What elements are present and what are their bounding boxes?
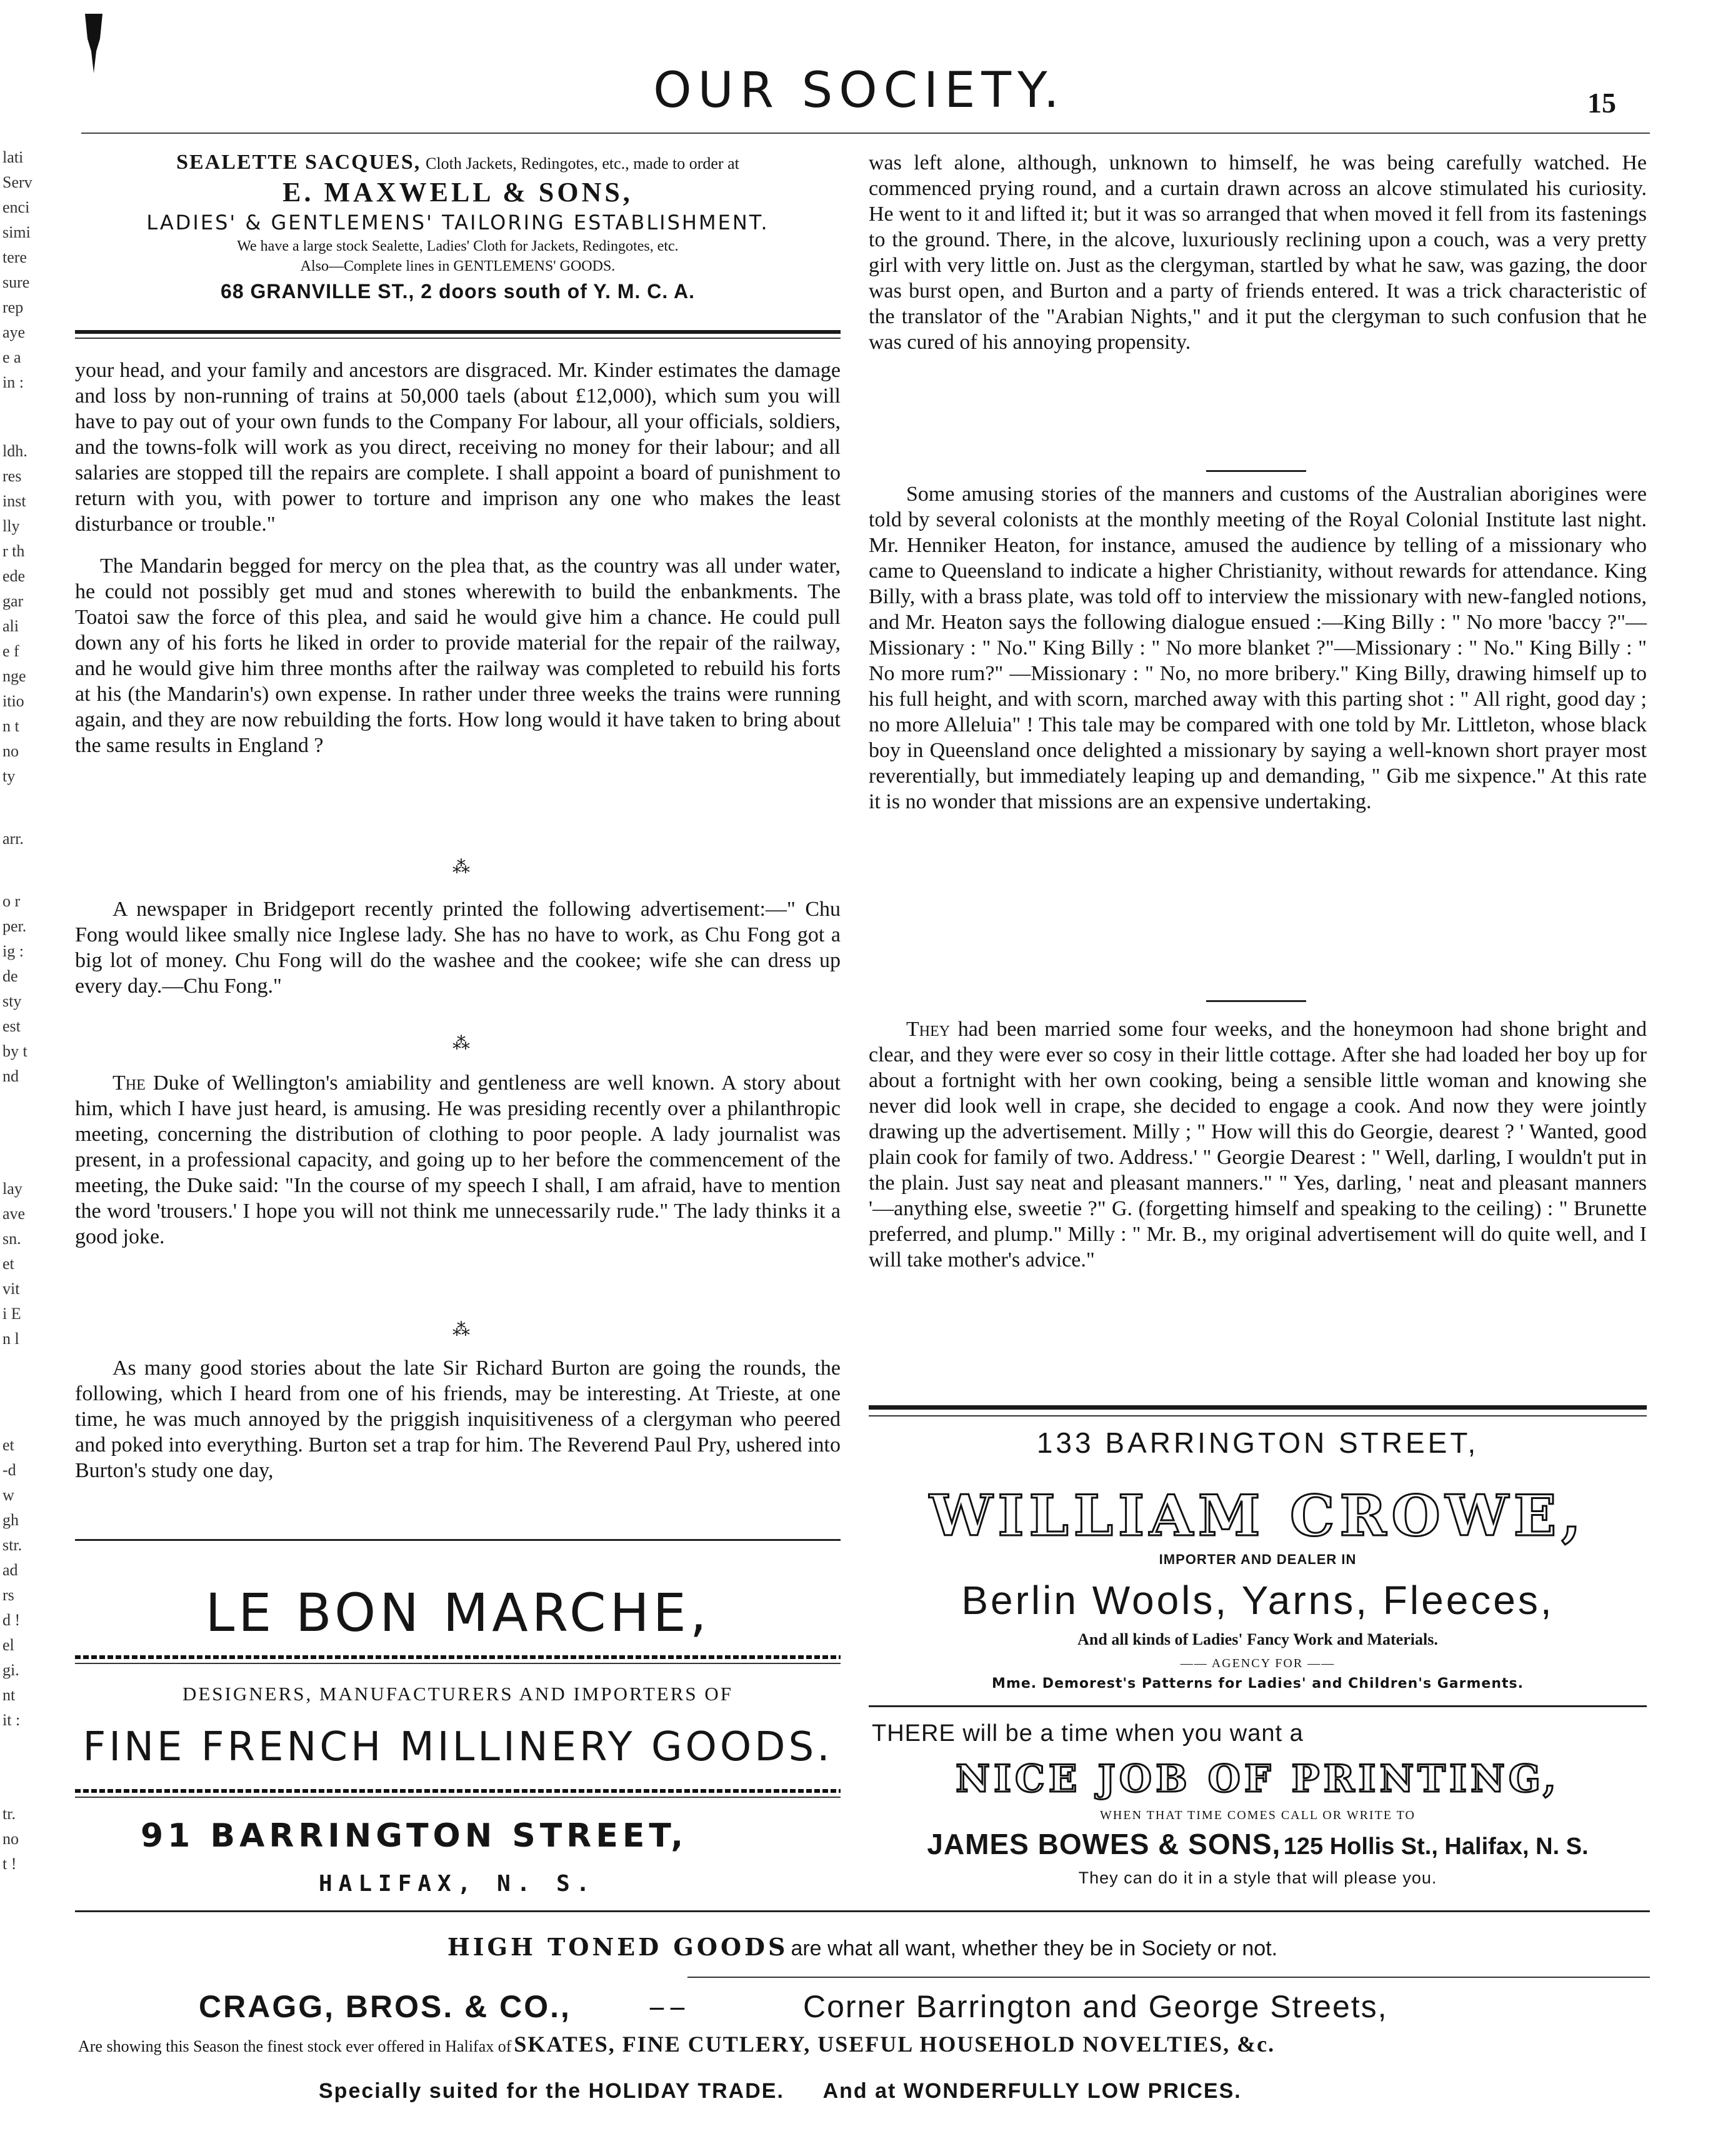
margin-fragment: in :	[2, 373, 24, 391]
crowe-fancy: And all kinds of Ladies' Fancy Work and Materials.	[1077, 1630, 1438, 1648]
margin-fragment: tere	[2, 248, 27, 266]
margin-fragment: de	[2, 967, 18, 985]
margin-fragment: lly	[2, 517, 20, 535]
cragg-corner: Corner Barrington and George Streets,	[803, 1989, 1388, 2024]
bon-marche-name: LE BON MARCHE,	[205, 1582, 711, 1643]
margin-fragment: gi.	[2, 1661, 19, 1679]
left-paragraph-4-lead: The	[112, 1071, 146, 1095]
crowe-address: 133 BARRINGTON STREET,	[1036, 1426, 1479, 1459]
masthead-ornament	[81, 14, 106, 73]
cragg-headline-rest: are what all want, whether they be in Society or not.	[791, 1937, 1278, 1960]
right-separator-2	[1206, 1000, 1306, 1002]
cragg-line4-a: Specially suited for the HOLIDAY TRADE.	[319, 2079, 784, 2103]
right-paragraph-2: Some amusing stories of the manners and customs of the Australian aborigines were told by several colonists at the monthly meeting of the Royal Colonial Institute last night. Mr. Henniker Heaton, for instance, amused the audience by telling of a missionary who came to Queensland to indicate a higher Christianity, without rewards for attendance. King Billy, with a brass plate, was told off to interview the missionary with new-fangled notions, and Mr. Heaton says the following dialogue ensued :—King Billy : " No more 'baccy ?"—Missionary : " No." King Billy : " No more blanket ?"—Missionary : " No." King Billy : " No more rum?" —Missionary : " No, no more bribery." King Billy, drawing himself up to his full height, and with scorn, marched away with this parting shot : " All right, good day ; no more Alleluia" ! This tale may be compared with one told by Mr. Littleton, whose black boy in Queensland once delighted a missionary by saying a well-known short prayer most reverentially, but immediately leaping up and demanding, " Gib me sixpence." At this rate it is no wonder that missions are an expensive undertaking.	[869, 483, 1647, 813]
cragg-line4	[319, 2075, 1569, 2107]
cragg-dashes: – –	[650, 1991, 684, 2022]
right-column-b	[869, 481, 1647, 815]
right-paragraph-3	[869, 1016, 1647, 1273]
margin-fragment: it :	[2, 1711, 21, 1729]
crowe-goods: Berlin Wools, Yarns, Fleeces,	[961, 1578, 1554, 1623]
cragg-line3-prefix: Are showing this Season the finest stock ever offered in Halifax of	[78, 2037, 512, 2055]
cragg-headline	[75, 1932, 1650, 1968]
bon-marche-city: HALIFAX, N. S.	[319, 1871, 596, 1897]
bowes-headline: NICE JOB OF PRINTING,	[956, 1757, 1560, 1801]
margin-fragment: arr.	[2, 830, 24, 848]
margin-fragment: by t	[2, 1042, 27, 1060]
maxwell-tagline: LADIES' & GENTLEMENS' TAILORING ESTABLISHMENT.	[146, 211, 769, 234]
bowes-address: 125 Hollis St., Halifax, N. S.	[1283, 1833, 1589, 1860]
maxwell-line1-bold: SEALETTE SACQUES,	[176, 151, 421, 174]
margin-fragment: n l	[2, 1330, 19, 1348]
margin-fragment: sure	[2, 273, 30, 291]
cragg-top-rule	[75, 1910, 1650, 1912]
maxwell-firm: E. MAXWELL & SONS,	[282, 177, 633, 208]
margin-fragment: el	[2, 1636, 14, 1654]
left-paragraph-3: A newspaper in Bridgeport recently printed the following advertisement:—" Chu Fong would likee smally nice Inglese lady. She has no have to work, as Chu Fong got a big lot of money. Chu Fong will do the washee and the cookee; wife she can dress up every day.—Chu Fong."	[75, 898, 841, 998]
asterism-3: ⁂	[452, 1320, 470, 1340]
maxwell-also: Also—Complete lines in GENTLEMENS' GOODS.	[300, 258, 616, 274]
margin-fragment: tr.	[2, 1805, 16, 1823]
bowes-slogan: They can do it in a style that will please you.	[1078, 1868, 1437, 1887]
cragg-headline-bold: HIGH TONED GOODS	[447, 1933, 789, 1961]
page-number: 15	[1587, 87, 1616, 119]
margin-fragment: o r	[2, 892, 21, 910]
bowes-line2: WHEN THAT TIME COMES CALL OR WRITE TO	[1100, 1808, 1416, 1822]
bon-marche-rule-2b	[75, 1797, 841, 1798]
maxwell-line1-rest: Cloth Jackets, Redingotes, etc., made to order at	[426, 154, 739, 173]
margin-fragment: ali	[2, 617, 19, 635]
crowe-bottom-rule	[869, 1705, 1647, 1707]
crowe-top-rule-thin	[869, 1415, 1647, 1416]
margin-fragment: sn.	[2, 1230, 21, 1248]
margin-fragment: w	[2, 1486, 14, 1504]
margin-fragment: lati	[2, 148, 24, 166]
margin-fragment: t !	[2, 1855, 17, 1873]
margin-fragment: rs	[2, 1586, 14, 1604]
left-column-c	[75, 1070, 841, 1250]
margin-fragment: et	[2, 1255, 14, 1273]
margin-fragment: i E	[2, 1305, 21, 1323]
margin-fragment: Serv	[2, 173, 32, 191]
bowes-firm-line	[869, 1827, 1647, 1869]
cragg-mid-rule	[687, 1977, 1650, 1978]
maxwell-address: 68 GRANVILLE ST., 2 doors south of Y. M. C. A.	[221, 280, 695, 303]
margin-fragment: gh	[2, 1511, 19, 1529]
margin-fragment: no	[2, 742, 19, 760]
margin-fragment: e f	[2, 642, 19, 660]
right-paragraph-3-lead: They	[906, 1018, 951, 1041]
margin-fragment: per.	[2, 917, 27, 935]
margin-fragment: ede	[2, 567, 26, 585]
margin-fragment: aye	[2, 323, 26, 341]
margin-fragment: e a	[2, 348, 21, 366]
margin-fragment: sty	[2, 992, 22, 1010]
margin-fragment: res	[2, 467, 22, 485]
left-paragraph-4-body: Duke of Wellington's amiability and gentleness are well known. A story about him, which I have just heard, is amusing. He was presiding recently over a philanthropic meeting, concerning the distribution of clothing to poor people. A lady journalist was present, in a professional capacity, and going up to her before the commencement of the meeting, the Duke said: "In the course of my speech I shall, I am afraid, have to mention the word 'trousers.' I hope you will not think me unnecessarily rude." The lady thinks it a good joke.	[75, 1071, 841, 1248]
margin-fragment: ave	[2, 1205, 26, 1223]
left-paragraph-2: The Mandarin begged for mercy on the plea that, as the country was all under water, he could not possibly get mud and stones wherewith to build the enbankments. The Toatoi saw the force of this plea, and said he would give him a chance. He could pull down any of his forts he liked in order to provide material for the repair of the railway, and he would give him three months after the railway was completed to rebuild his forts at his (the Mandarin's) own expense. In rather under three weeks the trains were running again, and they are now rebuilding the forts. How long would it have taken to bring about the same results in England ?	[75, 554, 841, 757]
masthead-title: OUR SOCIETY.	[653, 63, 1066, 119]
cragg-line4-b: And at WONDERFULLY LOW PRICES.	[822, 2079, 1242, 2103]
margin-fragment: itio	[2, 692, 24, 710]
maxwell-bottom-rule-thin	[75, 338, 841, 339]
ad-maxwell	[75, 150, 841, 306]
maxwell-stock: We have a large stock Sealette, Ladies' Cloth for Jackets, Redingotes, etc.	[237, 238, 679, 254]
margin-fragment: nt	[2, 1686, 16, 1704]
margin-fragment: inst	[2, 492, 26, 510]
crowe-name: WILLIAM CROWE,	[929, 1483, 1586, 1549]
bowes-line1: THERE will be a time when you want a	[872, 1720, 1304, 1747]
crowe-agency: —— AGENCY FOR ——	[1180, 1657, 1336, 1670]
margin-fragment: str.	[2, 1536, 22, 1554]
crowe-sub: IMPORTER AND DEALER IN	[1159, 1552, 1357, 1567]
margin-fragment: lay	[2, 1180, 22, 1198]
left-column	[75, 358, 841, 758]
right-column	[869, 150, 1647, 355]
margin-fragment: -d	[2, 1461, 16, 1479]
maxwell-bottom-rule	[75, 330, 841, 334]
asterism-2: ⁂	[452, 1034, 470, 1053]
margin-fragment: rep	[2, 298, 24, 316]
margin-fragment: enci	[2, 198, 30, 216]
left-margin-fragments	[2, 145, 52, 1877]
right-column-c	[869, 1016, 1647, 1273]
margin-fragment: n t	[2, 717, 19, 735]
margin-fragment: nd	[2, 1067, 19, 1085]
cragg-line3	[78, 2029, 1647, 2064]
left-column-d	[75, 1355, 841, 1483]
bon-marche-rule-1b	[75, 1663, 841, 1664]
left-paragraph-5: As many good stories about the late Sir Richard Burton are going the rounds, the following, which I heard from one of his friends, may be interesting. At Trieste, at one time, he was much annoyed by the priggish inquisitiveness of a clergyman who peered and poked into everything. Burton set a trap for him. The Reverend Paul Pry, ushered into Burton's study one day,	[75, 1356, 841, 1482]
margin-fragment: gar	[2, 592, 24, 610]
margin-fragment: simi	[2, 223, 31, 241]
bon-marche-rule-1	[75, 1655, 841, 1659]
bon-marche-address: 91 BARRINGTON STREET,	[141, 1817, 688, 1855]
right-separator-1	[1206, 470, 1306, 472]
crowe-patterns: Mme. Demorest's Patterns for Ladies' and Children's Garments.	[992, 1676, 1524, 1692]
margin-fragment: ad	[2, 1561, 18, 1579]
bon-marche-line1: DESIGNERS, MANUFACTURERS AND IMPORTERS OF	[182, 1683, 734, 1705]
cragg-firm: CRAGG, BROS. & CO.,	[199, 1989, 571, 2024]
crowe-agency-label: AGENCY FOR	[1211, 1657, 1304, 1670]
right-paragraph-3-body: had been married some four weeks, and the honeymoon had shone bright and clear, and they were ever so cosy in their little cottage. After she had loaded her boy up for about a fortnight with her own cooking, being a sensible little woman and knowing she never did look well in crape, she decided to engage a cook. And now they were jointly drawing up the advertisement. Milly ; " How will this do Georgie, dearest ? ' Wanted, good plain cook for family of two. Address.' " Georgie Dearest : " Well, darling, I wouldn't put in the plain. Just say neat and pleasant manners." " Yes, darling, ' neat and pleasant manners '—anything else, sweetie ?" G. (forgetting himself and speaking to the ceiling) : " Brunette preferred, and plump." Milly : " Mr. B., my original advertisement will do quite well, and I will take mother's advice."	[869, 1018, 1647, 1271]
margin-fragment: ldh.	[2, 442, 27, 460]
margin-fragment: ty	[2, 767, 16, 785]
cragg-line3-bold: SKATES, FINE CUTLERY, USEFUL HOUSEHOLD NOVELTIES, &c.	[514, 2032, 1276, 2057]
masthead-rule	[81, 133, 1650, 134]
asterism-1: ⁂	[452, 858, 470, 877]
bon-marche-rule-2	[75, 1789, 841, 1793]
margin-fragment: nge	[2, 667, 26, 685]
margin-fragment: r th	[2, 542, 25, 560]
left-paragraph-4	[75, 1070, 841, 1250]
margin-fragment: est	[2, 1017, 21, 1035]
crowe-top-rule	[869, 1405, 1647, 1410]
bon-marche-line2: FINE FRENCH MILLINERY GOODS.	[82, 1724, 833, 1770]
margin-fragment: ig :	[2, 942, 24, 960]
margin-fragment: d !	[2, 1611, 21, 1629]
right-paragraph-1: was left alone, although, unknown to himself, he was being carefully watched. He commenced prying round, and a curtain drawn across an alcove stimulated his curiosity. He went to it and lifted it; but it was so arranged that when moved it fell from its fastenings to the ground. There, in the alcove, luxuriously reclining upon a couch, was a very pretty girl with very little on. Just as the clergyman, startled by what he saw, was gazing, the door was burst open, and Burton and a party of friends entered. It was a trick characteristic of the translator of the "Arabian Nights," and it put the clergyman to such confusion that he was cured of his annoying propensity.	[869, 151, 1647, 354]
left-column-b	[75, 896, 841, 999]
margin-fragment: no	[2, 1830, 19, 1848]
bowes-firm: JAMES BOWES & SONS,	[927, 1828, 1281, 1860]
margin-fragment: et	[2, 1436, 14, 1454]
left-paragraph-1: your head, and your family and ancestors are disgraced. Mr. Kinder estimates the damage and loss by non-running of trains at 50,000 taels (about £12,000), which sum you will have to pay out of your own funds to the Company For labour, all your officials, soldiers, and the towns-folk will work as you direct, receiving no money for their labour; and all salaries are stopped till the repairs are complete. I shall appoint a board of punishment to return with you, with power to torture and imprison any one who makes the least disturbance or trouble."	[75, 359, 841, 536]
left-column-end-rule	[75, 1539, 841, 1541]
margin-fragment: vit	[2, 1280, 20, 1298]
